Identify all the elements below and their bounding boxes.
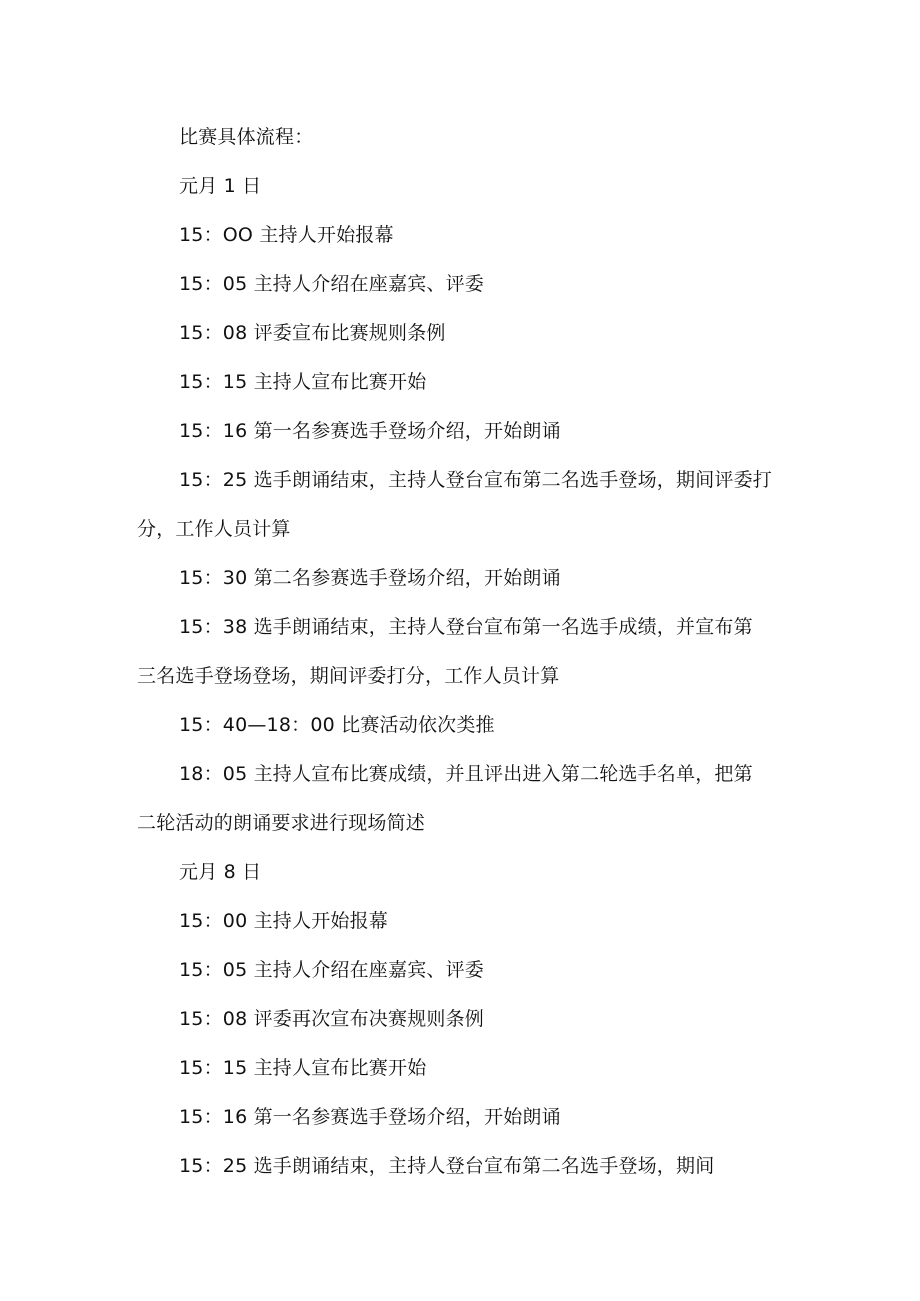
- section-date-1: 元月 1 日: [179, 175, 262, 197]
- schedule-line: 15：30 第二名参赛选手登场介绍，开始朗诵: [179, 567, 561, 589]
- schedule-line: 15：05 主持人介绍在座嘉宾、评委: [179, 273, 484, 295]
- schedule-line: 15：38 选手朗诵结束，主持人登台宣布第一名选手成绩，并宣布第: [179, 616, 753, 638]
- schedule-line: 15：16 第一名参赛选手登场介绍，开始朗诵: [179, 1106, 561, 1128]
- section-date-2: 元月 8 日: [179, 861, 262, 883]
- schedule-line: 15：08 评委宣布比赛规则条例: [179, 322, 446, 344]
- schedule-line: 15：00 主持人开始报幕: [179, 910, 388, 932]
- schedule-line: 15：08 评委再次宣布决赛规则条例: [179, 1008, 484, 1030]
- heading: 比赛具体流程：: [179, 126, 314, 148]
- schedule-line: 15：25 选手朗诵结束，主持人登台宣布第二名选手登场，期间: [179, 1155, 715, 1177]
- schedule-line: 18：05 主持人宣布比赛成绩，并且评出进入第二轮选手名单，把第: [179, 763, 753, 785]
- schedule-line-continued: 三名选手登场登场，期间评委打分，工作人员计算: [137, 665, 560, 687]
- schedule-line: 15：15 主持人宣布比赛开始: [179, 1057, 427, 1079]
- schedule-line: 15：05 主持人介绍在座嘉宾、评委: [179, 959, 484, 981]
- schedule-line-continued: 二轮活动的朗诵要求进行现场简述: [137, 812, 426, 834]
- schedule-line: 15：16 第一名参赛选手登场介绍，开始朗诵: [179, 420, 561, 442]
- schedule-line: 15：15 主持人宣布比赛开始: [179, 371, 427, 393]
- schedule-line: 15：OO 主持人开始报幕: [179, 224, 394, 246]
- schedule-line-continued: 分，工作人员计算: [137, 518, 291, 540]
- document-body: [137, 113, 787, 1191]
- schedule-line: 15：25 选手朗诵结束，主持人登台宣布第二名选手登场，期间评委打: [179, 469, 772, 491]
- schedule-line: 15：40—18：00 比赛活动依次类推: [179, 714, 495, 736]
